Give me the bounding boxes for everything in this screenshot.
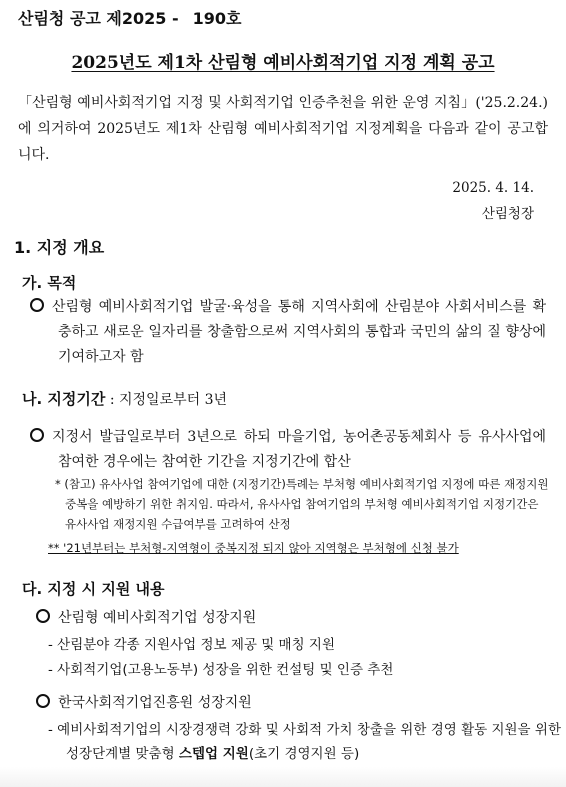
intro-paragraph: 「산림형 예비사회적기업 지정 및 사회적기업 인증추천을 위한 운영 지침」('25.2.24.)에 의거하여 2025년도 제1차 산림형 예비사회적기업 지정계획을 다음과 같이 공고합니다. [18, 95, 548, 163]
circle-bullet-icon [30, 298, 44, 312]
section-1c-heading: 다. 지정 시 지원 내용 [22, 580, 165, 598]
notice-label: 산림청 공고 제2025 - [18, 9, 179, 28]
support-item-2: 한국사회적기업진흥원 성장지원 [36, 691, 252, 716]
page-bottom-fade [0, 767, 566, 787]
issue-block [452, 175, 534, 227]
circle-bullet-icon [36, 609, 50, 623]
section-1a-bullet: 산림형 예비사회적기업 발굴·육성을 통해 지역사회에 산림분야 사회서비스를 확충하고 새로운 일자리를 창출함으로써 지역사회의 통합과 국민의 삶의 질 향상에 기여하고자 함 [30, 295, 546, 370]
note-2: ** '21년부터는 부처형-지역형이 중복지정 되지 않아 지역형은 부처형에 신청 불가 [48, 541, 459, 555]
support-item-1-dash-2: - 사회적기업(고용노동부) 성장을 위한 컨설팅 및 인증 추천 [48, 662, 394, 678]
section-1b-bullet: 지정서 발급일로부터 3년으로 하되 마을기업, 농어촌공동체회사 등 유사사업에 참여한 경우에는 참여한 기간을 지정기간에 합산 [30, 425, 546, 475]
issue-date: 2025. 4. 14. [452, 180, 534, 196]
document-title: 2025년도 제1차 산림형 예비사회적기업 지정 계획 공고 [71, 53, 495, 73]
support-item-1: 산림형 예비사회적기업 성장지원 [36, 606, 256, 631]
note-1: * (참고) 유사사업 참여기업에 대한 (지정기간)특례는 부처형 예비사회적기업 지정에 따른 재정지원 중복을 예방하기 위한 취지임. 따라서, 유사사업 참여기업의 부처형 예비사회적기업 지정기간은 유사사업 재정지원 수급여부를 고려하여 산정 [55, 477, 549, 531]
notice-number [18, 6, 241, 29]
issuer: 산림청장 [481, 206, 534, 222]
support-item-2-dash-1: - 예비사회적기업의 시장경쟁력 강화 및 사회적 가치 창출을 위한 경영 활동 지원을 위한 성장단계별 맞춤형 스텝업 지원(초기 경영지원 등) [48, 722, 561, 762]
section-1-heading: 1. 지정 개요 [14, 238, 105, 257]
section-1a-heading: 가. 목적 [22, 274, 77, 292]
section-1b-heading: 나. 지정기간 : 지정일로부터 3년 [22, 390, 228, 408]
notice-number-value: 190호 [192, 9, 242, 28]
support-item-1-dash-1: - 산림분야 각종 지원사업 정보 제공 및 매칭 지원 [48, 637, 335, 653]
circle-bullet-icon [30, 428, 44, 442]
circle-bullet-icon [36, 694, 50, 708]
